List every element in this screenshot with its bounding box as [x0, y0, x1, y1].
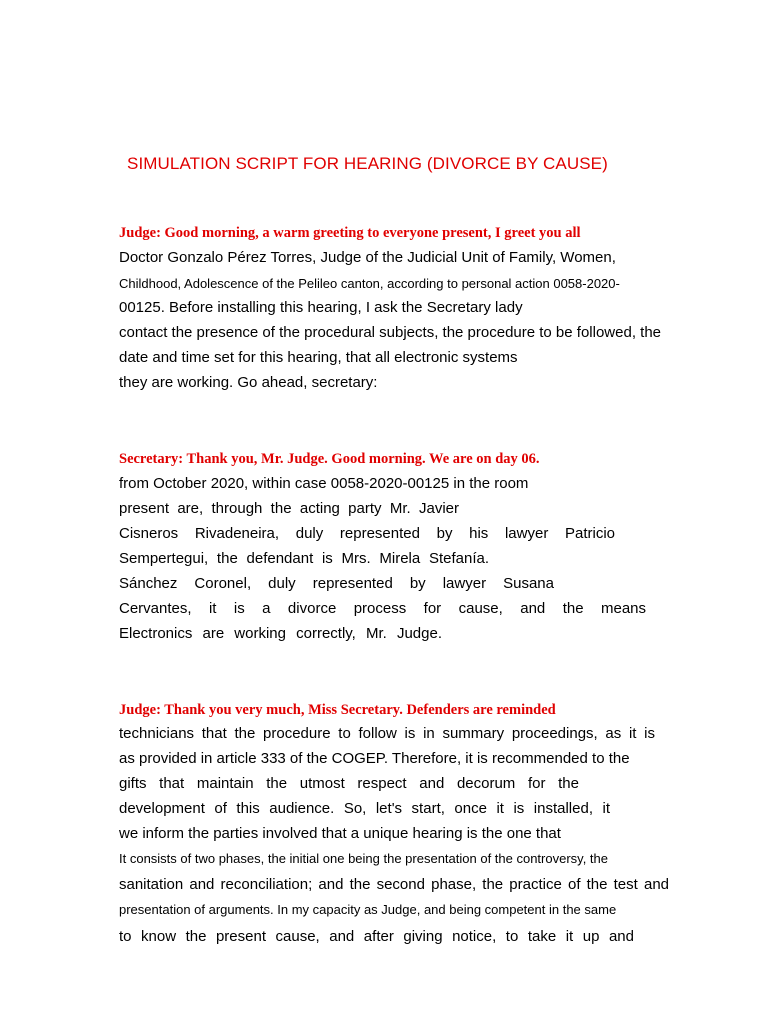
text-line: Electronics are working correctly, Mr. Judge.	[119, 625, 442, 642]
text-line: Cervantes, it is a divorce process for cause, and the means	[119, 600, 646, 617]
text-line: date and time set for this hearing, that all electronic systems	[119, 349, 518, 366]
text-line: presentation of arguments. In my capacity as Judge, and being competent in the same	[119, 902, 617, 917]
text-line: contact the presence of the procedural subjects, the procedure to be followed, the	[119, 324, 662, 341]
text-line: gifts that maintain the utmost respect and decorum for the	[119, 775, 579, 792]
speaker-line-judge-1: Judge: Good morning, a warm greeting to everyone present, I greet you all	[119, 225, 581, 241]
text-line: we inform the parties involved that a unique hearing is the one that	[119, 825, 561, 842]
text-line: It consists of two phases, the initial one being the presentation of the controversy, the	[119, 851, 608, 866]
text-line: to know the present cause, and after giving notice, to take it up and	[119, 928, 634, 945]
text-line: Sánchez Coronel, duly represented by lawyer Susana	[119, 575, 554, 592]
document-title: SIMULATION SCRIPT FOR HEARING (DIVORCE BY CAUSE)	[127, 154, 608, 173]
speaker-line-secretary: Secretary: Thank you, Mr. Judge. Good morning. We are on day 06.	[119, 451, 540, 467]
text-line: technicians that the procedure to follow is in summary proceedings, as it is	[119, 725, 655, 742]
text-line: sanitation and reconciliation; and the second phase, the practice of the test and	[119, 876, 669, 893]
text-line: Doctor Gonzalo Pérez Torres, Judge of the Judicial Unit of Family, Women,	[119, 249, 616, 266]
text-line: from October 2020, within case 0058-2020-00125 in the room	[119, 475, 529, 492]
speaker-line-judge-2: Judge: Thank you very much, Miss Secretary. Defenders are reminded	[119, 702, 556, 718]
text-line: as provided in article 333 of the COGEP. Therefore, it is recommended to the	[119, 750, 630, 767]
text-line: Childhood, Adolescence of the Pelileo canton, according to personal action 0058-2020-	[119, 276, 620, 291]
text-line: they are working. Go ahead, secretary:	[119, 374, 378, 391]
text-line: present are, through the acting party Mr. Javier	[119, 500, 459, 517]
text-line: development of this audience. So, let's start, once it is installed, it	[119, 800, 610, 817]
text-line: 00125. Before installing this hearing, I ask the Secretary lady	[119, 299, 523, 316]
text-line: Sempertegui, the defendant is Mrs. Mirela Stefanía.	[119, 550, 489, 567]
text-line: Cisneros Rivadeneira, duly represented by his lawyer Patricio	[119, 525, 615, 542]
